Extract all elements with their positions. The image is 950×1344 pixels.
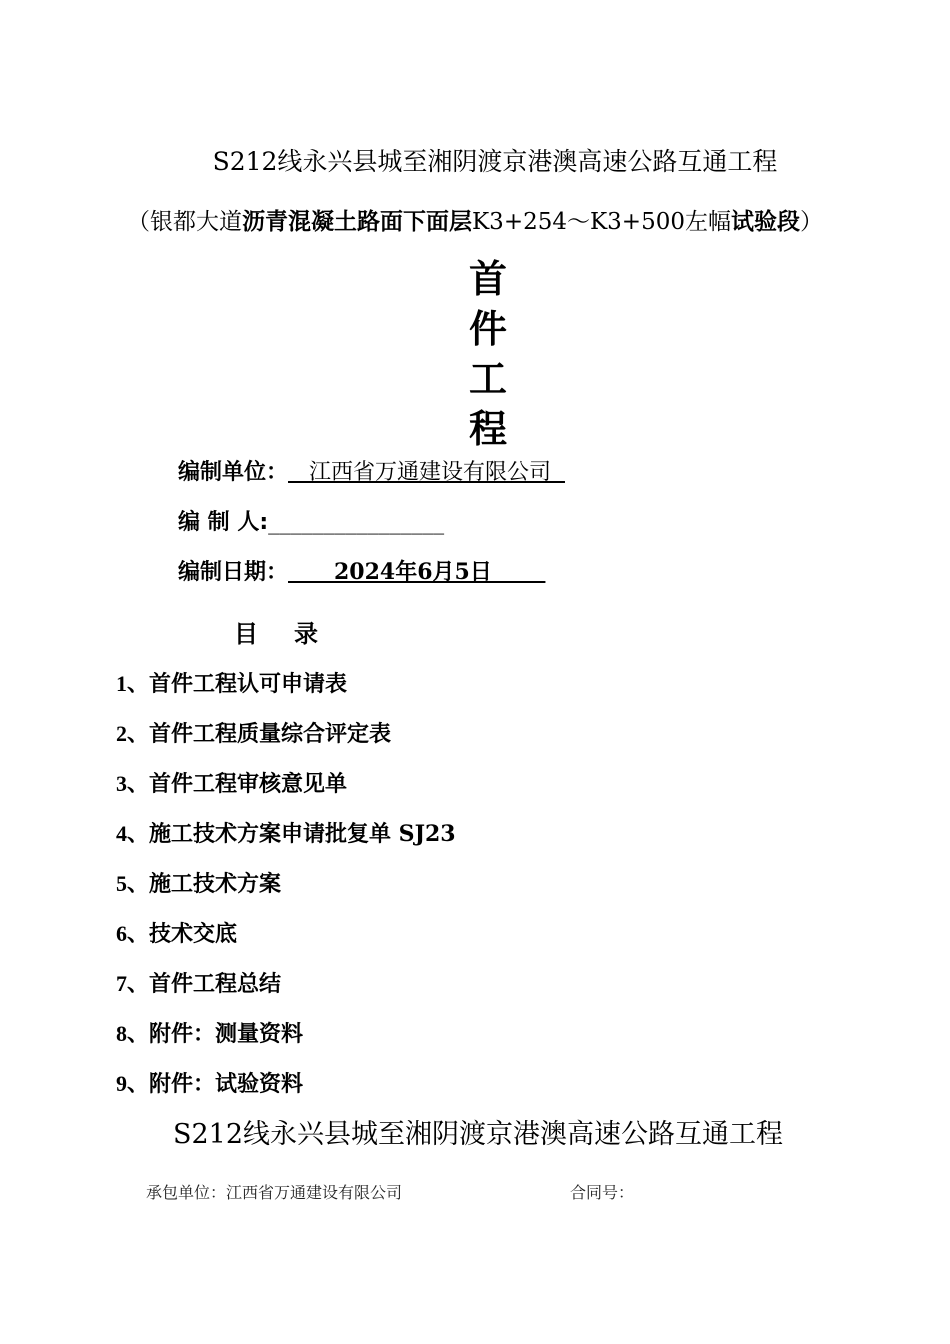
toc-item-number: 6、 [116,921,150,946]
toc-item-number: 5、 [116,871,150,896]
toc-item [116,817,456,848]
subtitle-bold: 沥青混凝土路面下面层 [242,208,472,235]
project-subtitle [0,203,950,236]
main-title-char-2: 件 [468,307,507,351]
main-title-char-4: 程 [468,407,507,451]
main-title-char-1: 首 [468,257,507,301]
subtitle-close: ） [799,209,823,235]
toc-item-text: 首件工程质量综合评定表 [149,721,392,747]
compile-unit-row [178,455,565,486]
compile-unit-label: 编制单位： [178,460,289,485]
toc-item-number: 7、 [116,971,150,996]
toc-item-text: 首件工程审核意见单 [149,771,348,797]
toc-item [116,767,347,798]
compiler-row [178,505,444,536]
toc-item [116,717,391,748]
toc-title: 目录 [234,620,354,648]
subtitle-open: （银都大道 [127,209,242,235]
contractor-text: 承包单位：江西省万通建设有限公司 [146,1183,403,1202]
toc-item-text: 技术交底 [149,921,238,947]
toc-item [116,1017,303,1048]
toc-item [116,867,281,898]
toc-item-number: 1、 [116,671,150,696]
toc-item-text: 首件工程总结 [149,971,282,997]
toc-item [116,967,281,998]
toc-item [116,667,347,698]
subtitle-bold-2: 试验段 [730,208,800,235]
toc-item-number: 4、 [116,821,150,846]
toc-item [116,917,237,948]
toc-item-number: 3、 [116,771,150,796]
project-title: S212线永兴县城至湘阴渡京港澳高速公路互通工程 [212,147,778,176]
toc-item-number: 9、 [116,1071,150,1096]
footer-project-title: S212线永兴县城至湘阴渡京港澳高速公路互通工程 [172,1119,784,1150]
toc-item-number: 8、 [116,1021,150,1046]
compile-date-label: 编制日期： [178,560,289,585]
toc-item-text: 附件：测量资料 [149,1021,304,1047]
compiler-label: 编 制 人: [178,510,269,535]
toc-item-text: 施工技术方案 [149,871,282,897]
main-title-char-3: 工 [468,357,507,401]
toc-item-number: 2、 [116,721,150,746]
toc-item-text: 附件：试验资料 [149,1071,304,1097]
toc-item [116,1067,303,1098]
subtitle-range: K3+254～K3+500左幅 [472,209,731,235]
contract-no-label: 合同号： [570,1183,635,1202]
compile-unit-value: 江西省万通建设有限公司 [288,460,565,485]
compile-date-row [178,555,545,586]
compiler-value: ________________ [268,510,445,535]
toc-item-text: 首件工程认可申请表 [149,671,348,697]
toc-item-text: 施工技术方案申请批复单 SJ23 [149,821,456,847]
compile-date-value: 2024年6月5日 [288,559,546,585]
